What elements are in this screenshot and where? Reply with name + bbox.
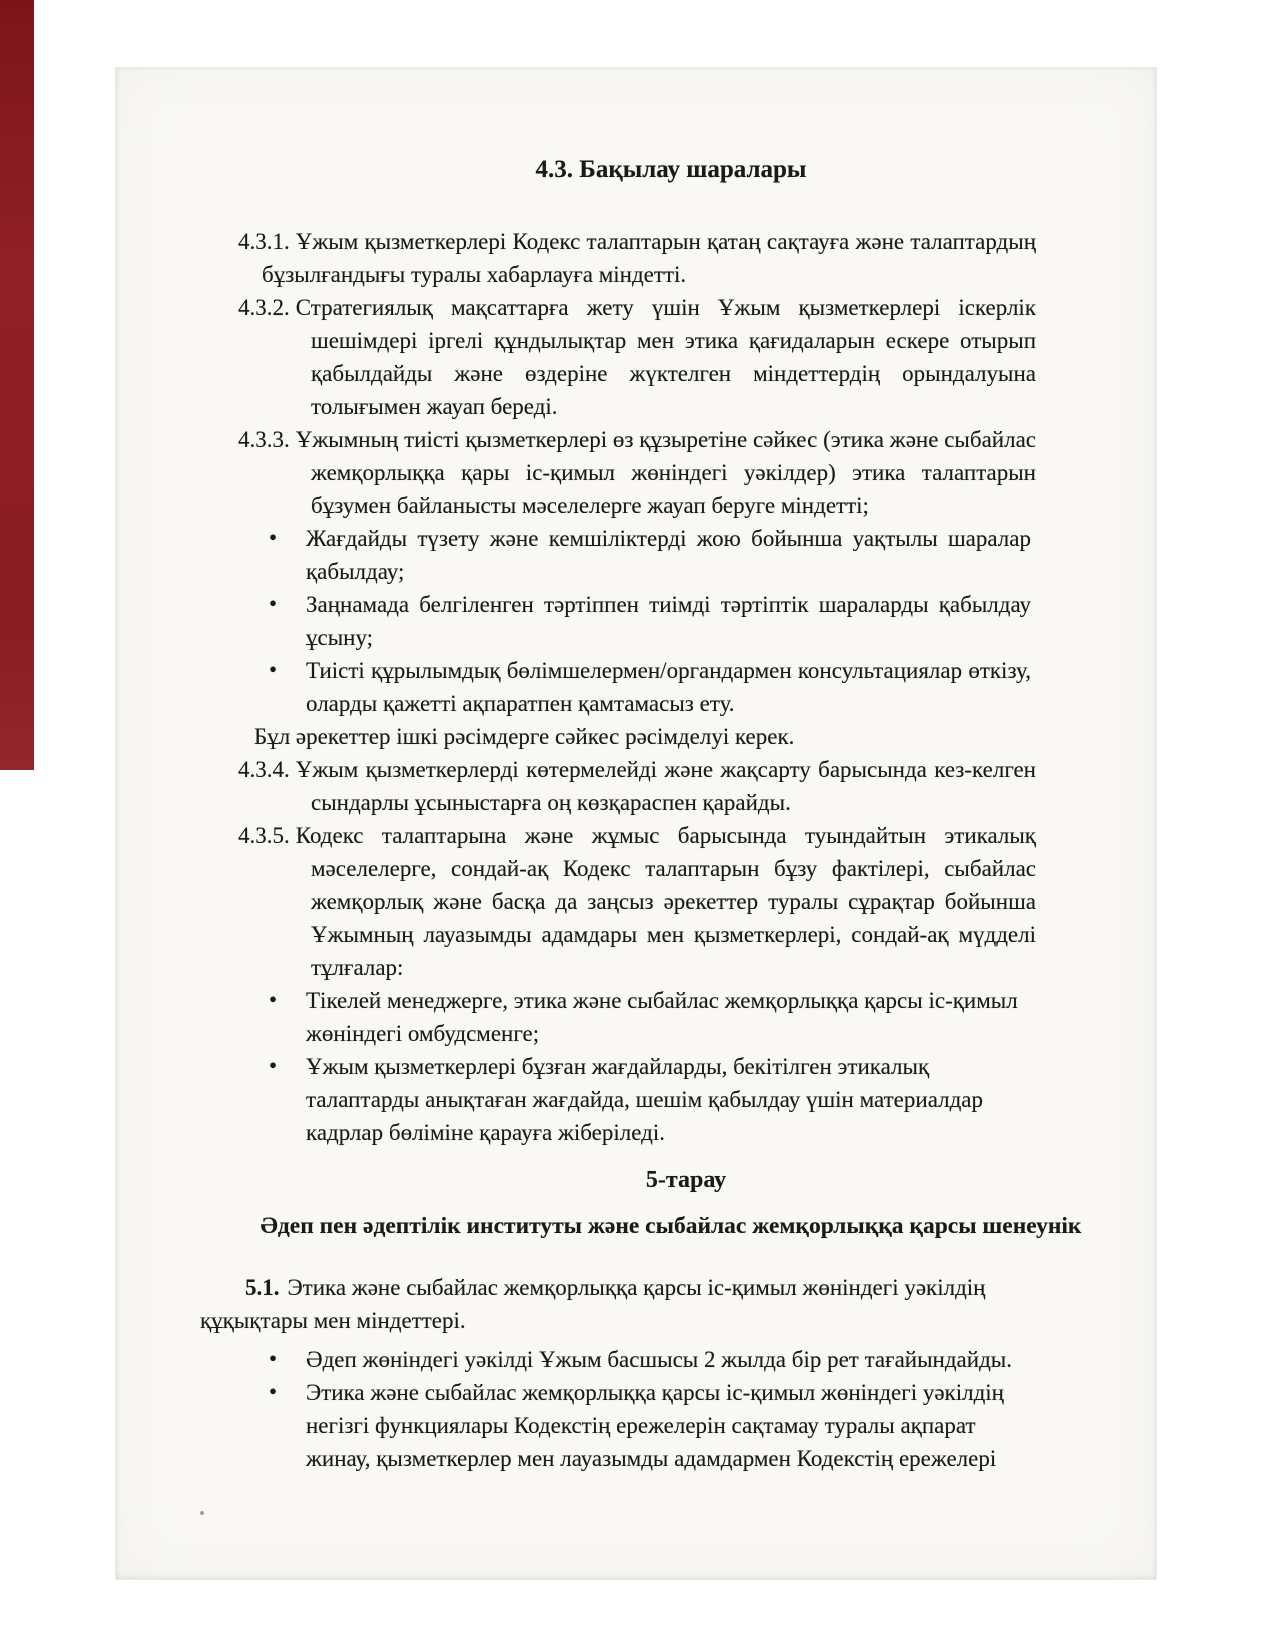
bullet-item [269, 1343, 1031, 1376]
bullet-dot-icon: • [269, 657, 278, 682]
bullet-item [269, 588, 1031, 654]
clause-number: 5.1. [245, 1275, 280, 1300]
clause-4-3-2 [238, 291, 1036, 423]
clause-4-3-5 [238, 819, 1036, 984]
bullet-dot-icon: • [269, 525, 278, 550]
bullet-text: Тікелей менеджерге, этика және сыбайлас жемқорлыққа қарсы іс-қимыл жөніндегі омбудсменге; [306, 988, 1018, 1046]
clause-5-1 [200, 1271, 1040, 1337]
clause-number: 4.3.4. [238, 757, 290, 782]
chapter-title: Әдеп пен әдептілік институты және сыбайлас жемқорлыққа қарсы шенеунік [260, 1213, 1082, 1239]
clause-4-3-4 [238, 753, 1036, 819]
clause-text: Ұжым қызметкерлері Кодекс талаптарын қатаң сақтауға және талаптардың бұзылғандығы туралы хабарлауға міндетті. [262, 229, 1036, 287]
bullet-list-5-1 [269, 1343, 1031, 1475]
bullet-dot-icon: • [269, 1346, 278, 1371]
bullet-item [269, 654, 1031, 720]
clause-text: Этика және сыбайлас жемқорлыққа қарсы іс-қимыл жөніндегі уәкілдің құқықтары мен міндеттері. [200, 1275, 986, 1333]
clause-4-3-1 [238, 225, 1036, 291]
bullet-dot-icon: • [269, 591, 278, 616]
note-4-3-3: Бұл әрекеттер ішкі рәсімдерге сәйкес рәсімделуі керек. [254, 724, 795, 749]
bullet-item [269, 1050, 1031, 1149]
bullet-dot-icon: • [269, 1379, 278, 1404]
clause-number: 4.3.5. [238, 823, 290, 848]
clause-number: 4.3.1. [238, 229, 290, 254]
clause-number: 4.3.2. [238, 295, 290, 320]
clause-text: Кодекс талаптарына және жұмыс барысында туындайтын этикалық мәселелерге, сондай-ақ Кодекс талаптарын бұзу фактілері, сыбайлас жемқорлық және басқа да заңсыз әрекеттер туралы сұрақтар бойынша Ұжымның лауазымды адамдары мен қызметкерлері, сондай-ақ мүдделі тұлғалар: [295, 823, 1036, 980]
clause-text: Стратегиялық мақсаттарға жету үшін Ұжым қызметкерлері іскерлік шешімдері іргелі құндылықтар мен этика қағидаларын ескере отырып қабылдайды және өздеріне жүктелген міндеттердің орындалуына толығымен жауап береді. [295, 295, 1036, 419]
bullet-list-4-3-3 [269, 522, 1031, 720]
bullet-text: Ұжым қызметкерлері бұзған жағдайларды, бекітілген этикалық талаптарды анықтаған жағдайда, шешім қабылдау үшін материалдар кадрлар бөліміне қарауға жіберіледі. [306, 1054, 983, 1145]
scan-speck-artifact [200, 1511, 204, 1515]
bullet-text: Заңнамада белгіленген тәртіппен тиімді тәртіптік шараларды қабылдау ұсыну; [306, 592, 1031, 650]
bullet-text: Этика және сыбайлас жемқорлыққа қарсы іс-қимыл жөніндегі уәкілдің негізгі функциялары Кодекстің ережелерін сақтамау туралы ақпарат жинау, қызметкерлер мен лауазымды адамдармен Кодекстің ережелері [306, 1380, 1004, 1471]
bullet-text: Жағдайды түзету және кемшіліктерді жою бойынша уақтылы шаралар қабылдау; [306, 526, 1031, 584]
bullet-dot-icon: • [269, 987, 278, 1012]
clause-number: 4.3.3. [238, 427, 290, 452]
chapter-label: 5-тарау [645, 1167, 727, 1193]
bullet-item [269, 522, 1031, 588]
document-page [115, 67, 1157, 1580]
bullet-text: Тиісті құрылымдық бөлімшелермен/органдармен консультациялар өткізу, оларды қажетті ақпаратпен қамтамасыз ету. [306, 658, 1031, 716]
clause-text: Ұжымның тиісті қызметкерлері өз құзыретіне сәйкес (этика және сыбайлас жемқорлыққа қары іс-қимыл жөніндегі уәкілдер) этика талаптарын бұзумен байланысты мәселелерге жауап беруге міндетті; [295, 427, 1036, 518]
section-heading: 4.3. Бақылау шаралары [535, 156, 807, 183]
bullet-list-4-3-5 [269, 984, 1031, 1149]
bullet-item [269, 984, 1031, 1050]
red-binding-edge [0, 0, 34, 770]
clause-text: Ұжым қызметкерлерді көтермелейді және жақсарту барысында кез-келген сындарлы ұсыныстарға оң көзқараспен қарайды. [295, 757, 1036, 815]
bullet-item [269, 1376, 1031, 1475]
bullet-text: Әдеп жөніндегі уәкілді Ұжым басшысы 2 жылда бір рет тағайындайды. [306, 1347, 1012, 1372]
clause-4-3-3 [238, 423, 1036, 522]
bullet-dot-icon: • [269, 1053, 278, 1078]
